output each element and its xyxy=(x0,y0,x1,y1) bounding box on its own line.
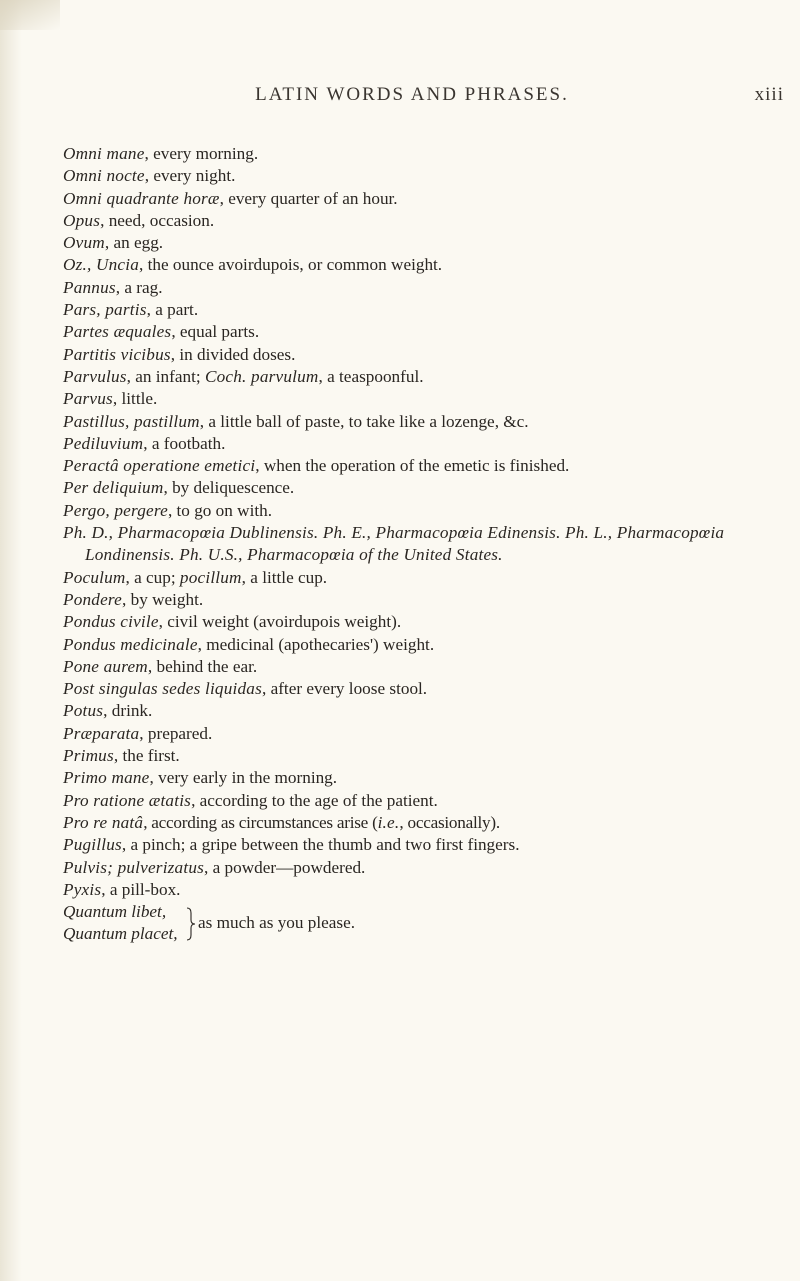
entry-definition: , little. xyxy=(112,389,158,409)
glossary-entry xyxy=(63,656,783,678)
entry-term: pocillum xyxy=(179,567,242,587)
entry-term: Pyxis xyxy=(63,879,102,899)
glossary-entry xyxy=(63,299,783,321)
entry-definition: , by weight. xyxy=(122,589,204,609)
glossary-entry xyxy=(63,210,783,232)
entry-definition: , an egg. xyxy=(104,233,164,253)
entry-definition: , drink. xyxy=(103,701,153,721)
glossary-entry xyxy=(63,790,783,812)
right-brace-icon xyxy=(186,907,196,941)
entry-term: Poculum xyxy=(63,567,126,587)
entry-term: Potus xyxy=(63,701,104,721)
entry-term: Pulvis; pulverizatus xyxy=(63,857,205,877)
entry-term: Partitis vicibus xyxy=(63,344,171,364)
entry-term: i.e. xyxy=(377,812,400,832)
entry-definition: , a pill-box. xyxy=(101,879,181,899)
glossary-entry xyxy=(63,254,783,276)
page-header xyxy=(40,84,784,114)
entry-term: Pondus civile xyxy=(63,612,159,632)
entry-definition: , according as circumstances arise ( xyxy=(143,812,378,832)
entry-definition: , a cup; xyxy=(125,567,180,587)
entry-term: Ovum xyxy=(63,233,105,253)
entry-term: Omni quadrante horæ xyxy=(63,188,220,208)
entry-definition: , occasionally). xyxy=(399,812,500,832)
glossary-entry xyxy=(63,522,783,567)
glossary-entry xyxy=(63,500,783,522)
glossary-entry xyxy=(63,611,783,633)
glossary-entry xyxy=(63,433,783,455)
entry-definition: , a little ball of paste, to take like a lozenge, &c. xyxy=(199,411,529,431)
entry-term: Omni mane xyxy=(63,144,145,163)
entry-definition: , very early in the morning. xyxy=(149,768,338,788)
glossary-entry xyxy=(63,857,783,879)
entry-definition: , civil weight (avoirdupois weight). xyxy=(158,612,402,632)
entry-definition: , after every loose stool. xyxy=(261,679,428,699)
entry-definition: , a part. xyxy=(146,300,199,320)
page-corner-stain xyxy=(0,0,60,30)
entry-term: Pastillus, pastillum xyxy=(63,411,200,431)
entry-term: Parvus xyxy=(63,389,113,409)
entry-term: Pondere xyxy=(63,589,122,609)
glossary-entry xyxy=(63,879,783,901)
entry-term: Pondus medicinale xyxy=(63,634,198,654)
entry-definition-quantum: as much as you please. xyxy=(198,913,356,933)
glossary-entry xyxy=(63,567,783,589)
entry-definition: , medicinal (apothecaries') weight. xyxy=(197,634,435,654)
entry-term: Pars, partis xyxy=(63,300,147,320)
entry-definition: , behind the ear. xyxy=(147,656,258,676)
glossary-entry xyxy=(63,232,783,254)
glossary-entry xyxy=(63,411,783,433)
glossary-entry xyxy=(63,834,783,856)
glossary-entry xyxy=(63,188,783,210)
entry-term: Primo mane xyxy=(63,768,150,788)
glossary-entry xyxy=(63,344,783,366)
entry-definition: , a teaspoonful. xyxy=(318,366,424,386)
entry-term: Pro ratione ætatis xyxy=(63,790,192,810)
entry-term: Partes æquales xyxy=(63,322,172,342)
glossary-list xyxy=(63,143,783,946)
entry-definition: , by deliquescence. xyxy=(163,478,295,498)
glossary-entry xyxy=(63,700,783,722)
entry-term: Pergo, pergere xyxy=(63,500,168,520)
glossary-entry xyxy=(63,321,783,343)
entry-definition: , every night. xyxy=(144,166,236,186)
glossary-entry xyxy=(63,723,783,745)
entry-term: Ph. D., Pharmacopœia Dublinensis. Ph. E., Pharmacopœia Edinensis. Ph. L., Pharmacopœia Londinensis. Ph. U.S., Pharmacopœia of the United States. xyxy=(63,523,725,565)
glossary-entry xyxy=(63,366,783,388)
entry-term: Pugillus xyxy=(63,835,122,855)
entry-definition: , according to the age of the patient. xyxy=(191,790,438,810)
page-edge-shadow xyxy=(0,0,22,1281)
entry-definition: , every quarter of an hour. xyxy=(219,188,398,208)
entry-definition: , a pinch; a gripe between the thumb and two first fingers. xyxy=(121,835,520,855)
entry-term: Pone aurem xyxy=(63,656,148,676)
entry-definition: , the first. xyxy=(113,746,180,766)
page-number: xiii xyxy=(754,84,784,105)
entry-term: Præparata xyxy=(63,723,140,743)
entry-term: Pediluvium xyxy=(63,433,144,453)
glossary-entry xyxy=(63,767,783,789)
entry-term: Oz., Uncia xyxy=(63,255,139,275)
glossary-entry xyxy=(63,745,783,767)
entry-definition: , need, occasion. xyxy=(100,210,215,230)
entry-term: Parvulus xyxy=(63,366,127,386)
glossary-entry xyxy=(63,678,783,700)
entry-term: Pro re natâ xyxy=(63,812,144,832)
entry-definition: , in divided doses. xyxy=(170,344,296,364)
entry-definition: , equal parts. xyxy=(171,322,260,342)
entry-definition: , every morning. xyxy=(144,144,259,163)
glossary-entry xyxy=(63,277,783,299)
entry-term: Primus xyxy=(63,746,114,766)
entry-definition: , a little cup. xyxy=(241,567,328,587)
entry-term: Omni nocte xyxy=(63,166,145,186)
entry-definition: , a rag. xyxy=(115,277,163,297)
entry-term: Opus xyxy=(63,210,101,230)
entry-definition: , when the operation of the emetic is finished. xyxy=(255,456,570,476)
entry-definition: , an infant; xyxy=(126,366,205,386)
entry-term: Post singulas sedes liquidas xyxy=(63,679,262,699)
glossary-entry xyxy=(63,455,783,477)
glossary-entry xyxy=(63,634,783,656)
glossary-entry xyxy=(63,143,783,165)
glossary-entry xyxy=(63,812,783,834)
glossary-entry xyxy=(63,388,783,410)
glossary-entry xyxy=(63,477,783,499)
glossary-entry-quantum xyxy=(63,901,783,946)
entry-definition: , a footbath. xyxy=(143,433,226,453)
glossary-entry xyxy=(63,165,783,187)
glossary-entry xyxy=(63,589,783,611)
entry-term-quantum-libet: Quantum libet, xyxy=(63,902,167,922)
entry-definition: , prepared. xyxy=(139,723,213,743)
entry-definition: , to go on with. xyxy=(167,500,273,520)
entry-definition: , the ounce avoirdupois, or common weight. xyxy=(139,255,443,275)
page-title: LATIN WORDS AND PHRASES. xyxy=(255,84,569,105)
entry-term: Per deliquium xyxy=(63,478,164,498)
entry-definition: , a powder—powdered. xyxy=(204,857,366,877)
entry-term: Peractâ operatione emetici xyxy=(63,456,256,476)
entry-term: Pannus xyxy=(63,277,116,297)
entry-term: Coch. parvulum xyxy=(204,366,319,386)
entry-term-quantum-placet: Quantum placet, xyxy=(63,924,178,944)
